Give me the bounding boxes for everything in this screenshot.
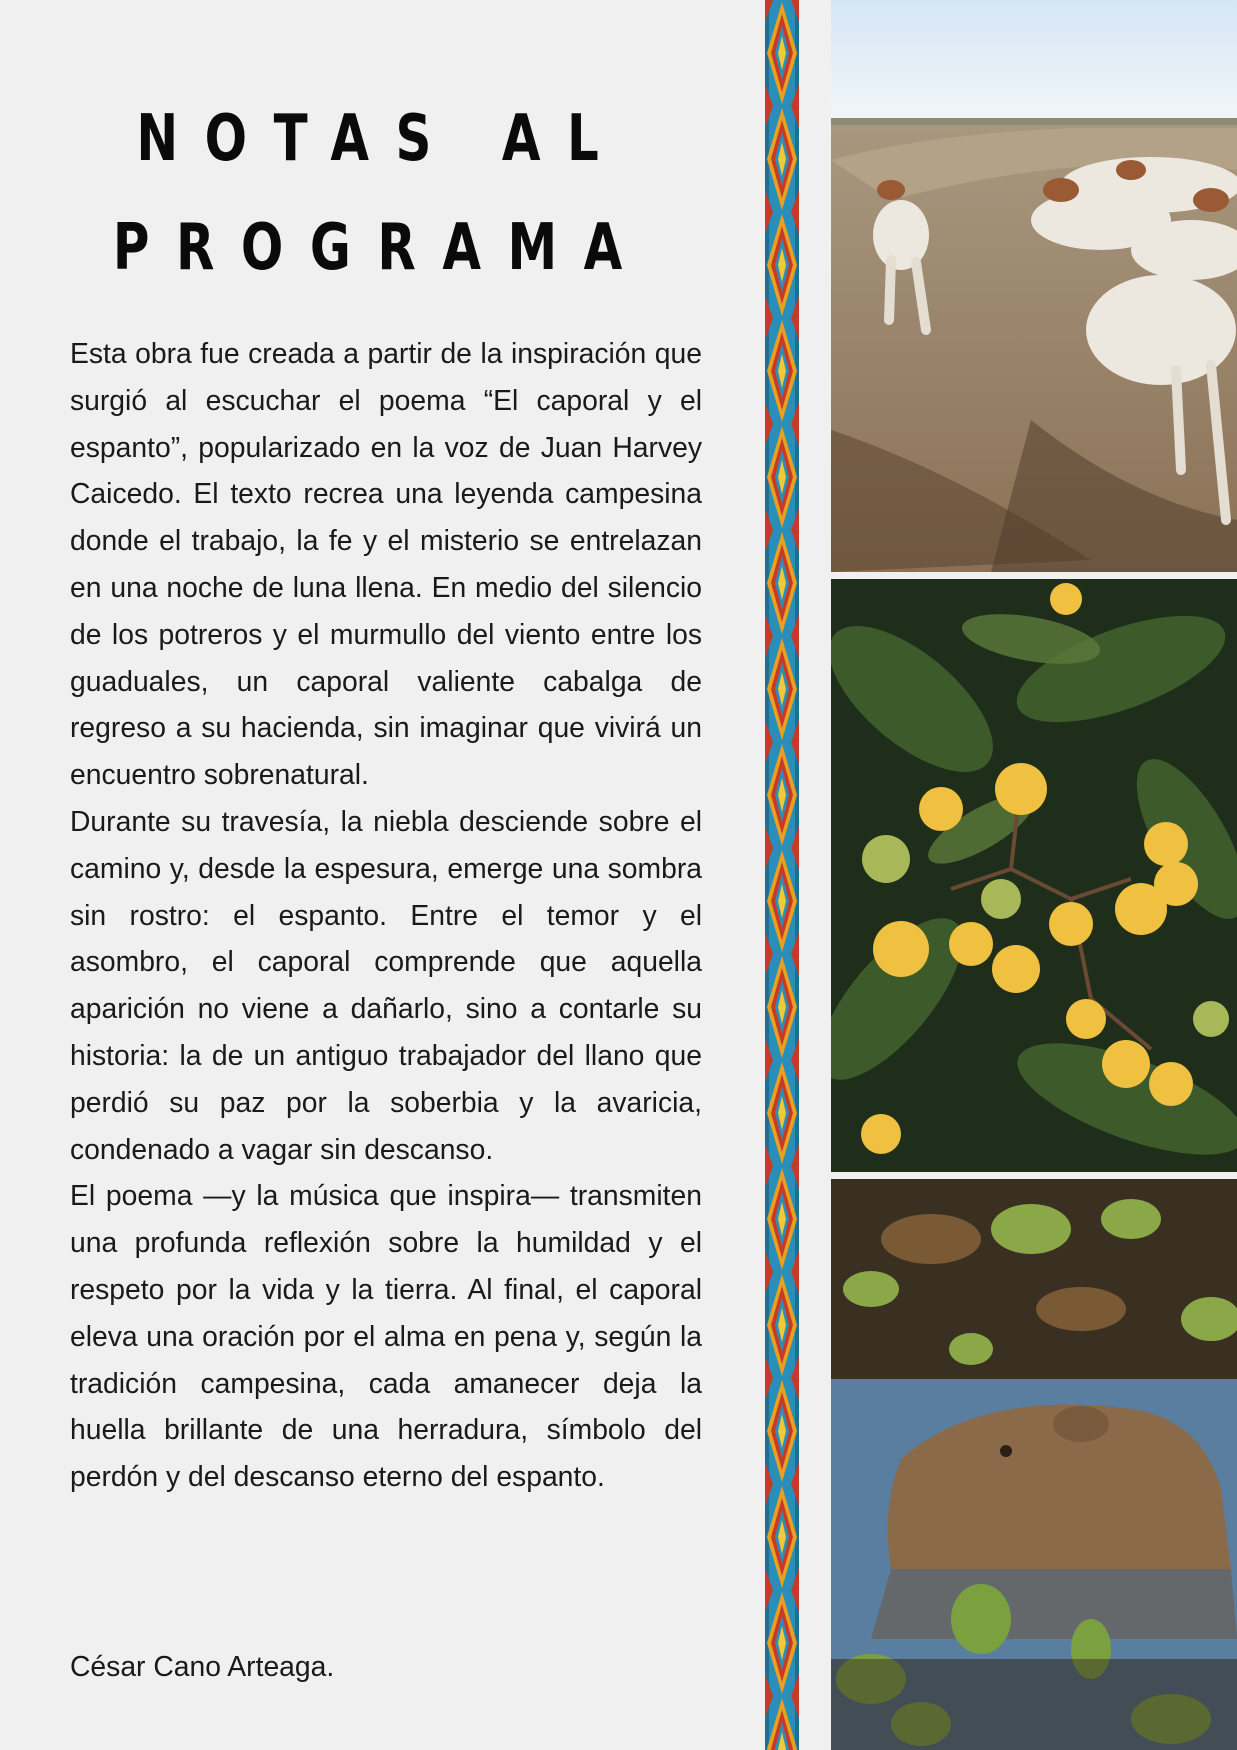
loquat-fruit-photo <box>831 579 1237 1172</box>
page-title-line-2: PROGRAMA <box>112 211 649 285</box>
cattle-herd-photo <box>831 0 1237 572</box>
page-title-line-1: NOTAS AL <box>136 102 626 176</box>
author-signature: César Cano Arteaga. <box>70 1650 335 1682</box>
paragraph-2: Durante su travesía, la niebla desciende sobre el camino y, desde la espesura, emerge una sombra sin rostro: el espanto. Entre el temor y el asombro, el caporal comprende que aquella aparición no viene a dañarlo, sino a contarle su historia: la de un antiguo trabajador del llano que perdió su paz por la soberbia y la avaricia, condenado a vagar sin descanso. <box>70 804 702 1165</box>
capybara-photo <box>831 1179 1237 1750</box>
paragraph-3: El poema —y la música que inspira— transmiten una profunda reflexión sobre la humildad y el respeto por la vida y la tierra. Al final, el caporal eleva una oración por el alma en pena y, según la tradición campesina, cada amanecer deja la huella brillante de una herradura, símbolo del perdón y del descanso eterno del espanto. <box>70 1179 702 1493</box>
program-notes-body <box>70 330 702 1500</box>
woven-border-decoration <box>765 0 799 1750</box>
paragraph-1: Esta obra fue creada a partir de la inspiración que surgió al escuchar el poema “El caporal y el espanto”, popularizado en la voz de Juan Harvey Caicedo. El texto recrea una leyenda campesina donde el trabajo, la fe y el misterio se entrelazan en una noche de luna llena. En medio del silencio de los potreros y el murmullo del viento entre los guaduales, un caporal valiente cabalga de regreso a su hacienda, sin imaginar que vivirá un encuentro sobrenatural. <box>70 337 702 791</box>
